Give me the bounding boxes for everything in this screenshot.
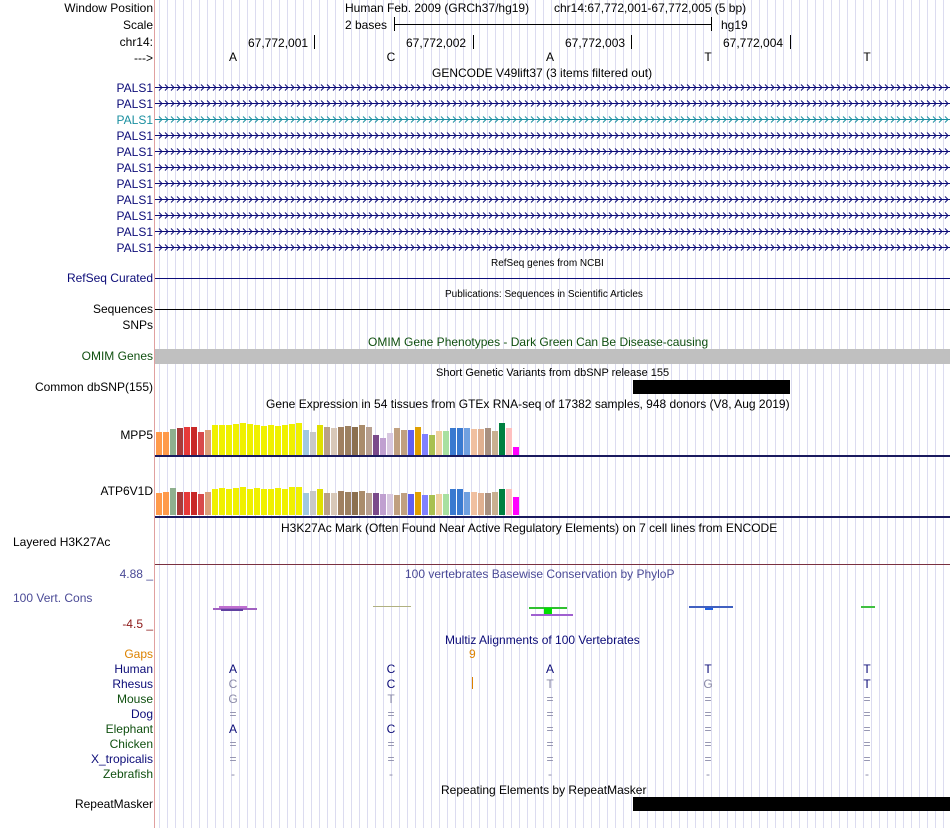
gtex-tissue-bar — [492, 431, 498, 455]
coordinate-tick-3: 67,772,003 — [565, 36, 626, 50]
gtex-tissue-bar — [198, 432, 204, 455]
gencode-track-title: GENCODE V49lift37 (3 items filtered out) — [432, 66, 653, 80]
aligned-base: - — [865, 767, 869, 781]
phylop-mark-9 — [705, 608, 713, 610]
phylop-max-label: 4.88 _ — [119, 567, 153, 581]
aligned-base: G — [228, 692, 238, 706]
gtex-tissue-bar — [296, 423, 302, 455]
gtex-tissue-bar — [352, 492, 358, 515]
gtex-tissue-bar — [499, 423, 505, 455]
gtex-tissue-bar — [317, 425, 323, 455]
gtex-tissue-bar — [268, 425, 274, 455]
gtex-tissue-bar — [352, 427, 358, 455]
snps-track-label[interactable]: SNPs — [122, 318, 153, 332]
gtex-tissue-bar — [464, 428, 470, 455]
gtex-tissue-bar — [380, 438, 386, 455]
aligned-base: C — [386, 677, 396, 691]
h3k27ac-track-label[interactable]: Layered H3K27Ac — [13, 535, 111, 549]
gtex-tissue-bar — [387, 494, 393, 515]
gtex-tissue-bar — [499, 489, 505, 515]
gtex-tissue-bar — [415, 427, 421, 455]
aligned-base: = — [229, 752, 237, 766]
track-image[interactable] — [155, 0, 950, 828]
gtex-tissue-bar — [310, 491, 316, 515]
gtex-tissue-bar — [296, 487, 302, 515]
gencode-transcript-label[interactable]: PALS1 — [116, 97, 153, 111]
gtex-tissue-bar — [478, 493, 484, 515]
scale-bar — [393, 16, 715, 32]
pubs-line[interactable] — [155, 309, 950, 310]
gencode-transcript-label[interactable]: PALS1 — [116, 145, 153, 159]
gtex-tissue-bar — [359, 491, 365, 515]
gtex-tissue-bar — [261, 426, 267, 455]
gtex-tissue-bar — [212, 425, 218, 455]
aligned-base: - — [389, 767, 393, 781]
gtex-tissue-bar — [156, 432, 162, 455]
gtex-tissue-bar — [310, 432, 316, 455]
gtex-tissue-bar — [289, 487, 295, 515]
aligned-base: = — [863, 722, 871, 736]
chrom-label: chr14: — [119, 35, 153, 49]
gtex-tissue-bar — [422, 495, 428, 515]
gtex-tissue-bar — [317, 489, 323, 515]
reference-base: A — [228, 50, 237, 64]
phylop-mark-3 — [221, 609, 243, 611]
aligned-base: = — [863, 707, 871, 721]
aligned-base: A — [228, 722, 237, 736]
gtex-tissue-bar — [282, 489, 288, 515]
multiz-track-title: Multiz Alignments of 100 Vertebrates — [445, 633, 640, 647]
coordinate-tick-1: 67,772,001 — [248, 36, 309, 50]
pubs-track-title: Publications: Sequences in Scientific Articles — [445, 289, 643, 300]
reference-base: A — [545, 50, 554, 64]
gtex-tissue-bar — [485, 493, 491, 515]
gtex-tissue-bar — [457, 428, 463, 455]
gtex-tissue-bar — [450, 489, 456, 515]
refseq-line[interactable] — [155, 278, 950, 279]
gtex-tissue-bar — [177, 428, 183, 455]
db-label: hg19 — [721, 18, 748, 32]
phylop-track-title: 100 vertebrates Basewise Conservation by PhyloP — [405, 567, 675, 581]
gap-marker — [472, 677, 473, 689]
gap-count: 9 — [469, 647, 476, 661]
phylop-mark-7 — [531, 614, 573, 616]
gtex-tissue-bar — [205, 430, 211, 455]
phylop-track-label[interactable]: 100 Vert. Cons — [13, 591, 93, 605]
gtex-chart-atp6v1d[interactable] — [155, 459, 950, 519]
gtex-gene-label-mpp5[interactable]: MPP5 — [120, 428, 153, 442]
gtex-tissue-bar — [191, 427, 197, 455]
gtex-tissue-bar — [247, 489, 253, 515]
refseq-track-title: RefSeq genes from NCBI — [491, 258, 604, 269]
aligned-base: T — [387, 692, 395, 706]
gtex-tissue-bar — [373, 435, 379, 455]
gtex-tissue-bar — [261, 489, 267, 515]
phylop-min-label: -4.5 _ — [122, 617, 153, 631]
aligned-base: A — [228, 662, 237, 676]
gtex-tissue-bar — [457, 489, 463, 515]
gtex-tissue-bar — [506, 428, 512, 455]
aligned-base: = — [546, 737, 554, 751]
species-label: Rhesus — [112, 677, 153, 691]
gtex-tissue-bar — [219, 425, 225, 455]
aligned-base: = — [546, 692, 554, 706]
phylop-signal[interactable] — [155, 600, 950, 622]
gtex-tissue-bar — [240, 423, 246, 455]
reference-base: T — [863, 50, 871, 64]
gencode-transcript-label[interactable]: PALS1 — [116, 209, 153, 223]
aligned-base: = — [387, 737, 395, 751]
gtex-tissue-bar — [513, 497, 519, 515]
dbsnp-variant-block[interactable] — [633, 380, 790, 394]
gencode-transcript-label[interactable]: PALS1 — [116, 81, 153, 95]
gencode-transcript-label[interactable]: PALS1 — [116, 241, 153, 255]
gtex-tissue-bar — [338, 491, 344, 515]
window-position-label: Window Position — [64, 1, 153, 15]
aligned-base: = — [704, 752, 712, 766]
gtex-tissue-bar — [275, 426, 281, 455]
species-label: Dog — [130, 707, 153, 721]
gtex-tissue-bar — [331, 493, 337, 515]
gtex-tissue-bar — [198, 494, 204, 515]
gtex-tissue-bar — [366, 427, 372, 455]
pubs-track-label[interactable]: Sequences — [92, 302, 153, 316]
gtex-separator — [155, 455, 950, 457]
gtex-track-title: Gene Expression in 54 tissues from GTEx RNA-seq of 17382 samples, 948 donors (V8, Aug 2019) — [266, 397, 790, 411]
species-label: X_tropicalis — [90, 752, 153, 766]
reference-base: C — [386, 50, 396, 64]
aligned-base: C — [228, 677, 238, 691]
gtex-tissue-bar — [226, 425, 232, 455]
aligned-base: = — [863, 752, 871, 766]
gtex-tissue-bar — [401, 493, 407, 515]
gtex-tissue-bar — [380, 494, 386, 515]
gtex-tissue-bar — [408, 494, 414, 515]
gtex-tissue-bar — [506, 489, 512, 515]
gencode-transcript-label[interactable]: PALS1 — [116, 161, 153, 175]
gencode-transcript-label[interactable]: PALS1 — [116, 225, 153, 239]
gtex-tissue-bar — [163, 492, 169, 515]
gtex-tissue-bar — [331, 428, 337, 455]
gtex-tissue-bar — [219, 488, 225, 515]
gencode-transcript-label[interactable]: PALS1 — [116, 129, 153, 143]
gencode-transcript-label[interactable]: PALS1 — [116, 193, 153, 207]
phylop-mark-10 — [861, 606, 875, 608]
gtex-tissue-bar — [366, 493, 372, 515]
aligned-base: - — [548, 767, 552, 781]
repeatmasker-track-title: Repeating Elements by RepeatMasker — [441, 783, 647, 797]
gtex-tissue-bar — [191, 492, 197, 515]
gtex-tissue-bar — [254, 425, 260, 455]
aligned-base: - — [706, 767, 710, 781]
gtex-tissue-bar — [450, 428, 456, 455]
gtex-tissue-bar — [492, 492, 498, 515]
gtex-tissue-bar — [415, 492, 421, 515]
gtex-tissue-bar — [471, 429, 477, 455]
h3k27ac-baseline[interactable] — [155, 564, 950, 565]
aligned-base: = — [229, 737, 237, 751]
gtex-tissue-bar — [436, 431, 442, 455]
gtex-tissue-bar — [443, 494, 449, 515]
gtex-tissue-bar — [303, 430, 309, 455]
gtex-tissue-bar — [170, 488, 176, 515]
gtex-tissue-bar — [303, 493, 309, 515]
aligned-base: T — [863, 662, 871, 676]
dbsnp-track-title: Short Genetic Variants from dbSNP release 155 — [436, 367, 670, 379]
gtex-tissue-bar — [485, 428, 491, 455]
gtex-tissue-bar — [282, 425, 288, 455]
gaps-label: Gaps — [124, 647, 153, 661]
position-readout: chr14:67,772,001-67,772,005 (5 bp) — [554, 1, 747, 15]
coordinate-tick-marks — [155, 34, 950, 50]
gtex-tissue-bar — [394, 428, 400, 455]
gtex-tissue-bar — [429, 495, 435, 515]
gtex-tissue-bar — [247, 424, 253, 455]
aligned-base: C — [386, 662, 396, 676]
gtex-tissue-bar — [443, 431, 449, 455]
species-label: Chicken — [109, 737, 153, 751]
aligned-base: C — [386, 722, 396, 736]
species-label: Mouse — [116, 692, 153, 706]
gtex-tissue-bar — [212, 489, 218, 515]
track-area-left-border — [154, 0, 155, 828]
phylop-mark-6 — [544, 608, 552, 615]
aligned-base: = — [863, 737, 871, 751]
species-label: Human — [114, 662, 153, 676]
aligned-base: = — [704, 737, 712, 751]
gtex-tissue-bar — [394, 495, 400, 515]
aligned-base: G — [703, 677, 713, 691]
aligned-base: = — [704, 722, 712, 736]
aligned-base: = — [387, 752, 395, 766]
scale-label: Scale — [122, 18, 153, 32]
aligned-base: - — [231, 767, 235, 781]
gtex-tissue-bar — [324, 427, 330, 455]
coordinate-tick-2: 67,772,002 — [406, 36, 467, 50]
reference-base: T — [704, 50, 712, 64]
omim-gene-block[interactable] — [155, 349, 950, 364]
gtex-tissue-bar — [163, 432, 169, 455]
gtex-chart-mpp5[interactable] — [155, 410, 950, 457]
gtex-tissue-bar — [401, 430, 407, 455]
aligned-base: = — [863, 692, 871, 706]
h3k27ac-track-title: H3K27Ac Mark (Often Found Near Active Regulatory Elements) on 7 cell lines from ENCODE — [281, 521, 778, 535]
aligned-base: = — [704, 707, 712, 721]
gtex-tissue-bar — [233, 424, 239, 455]
gtex-tissue-bar — [205, 492, 211, 515]
aligned-base: A — [545, 662, 554, 676]
aligned-base: = — [546, 707, 554, 721]
gtex-separator — [155, 516, 950, 518]
gtex-tissue-bar — [429, 435, 435, 455]
aligned-base: T — [704, 662, 712, 676]
aligned-base: = — [387, 707, 395, 721]
gtex-tissue-bar — [184, 492, 190, 515]
gtex-tissue-bar — [324, 493, 330, 515]
aligned-base: = — [546, 752, 554, 766]
assembly-label: Human Feb. 2009 (GRCh37/hg19) — [345, 1, 530, 15]
dbsnp-track-label[interactable]: Common dbSNP(155) — [34, 380, 153, 394]
gtex-gene-label-atp6v1d[interactable]: ATP6V1D — [100, 484, 153, 498]
strand-label: ---> — [134, 51, 153, 65]
species-label: Zebrafish — [102, 767, 153, 781]
gtex-tissue-bar — [170, 429, 176, 455]
gtex-tissue-bar — [177, 492, 183, 515]
phylop-mark-2 — [219, 606, 247, 608]
gtex-tissue-bar — [233, 488, 239, 515]
gencode-transcripts[interactable] — [155, 80, 950, 256]
gtex-tissue-bar — [471, 492, 477, 515]
gtex-tissue-bar — [156, 493, 162, 515]
coordinate-tick-4: 67,772,004 — [723, 36, 784, 50]
gtex-tissue-bar — [240, 487, 246, 515]
phylop-mark-8 — [689, 606, 733, 608]
gtex-tissue-bar — [184, 427, 190, 455]
gtex-tissue-bar — [408, 430, 414, 455]
refseq-track-label[interactable]: RefSeq Curated — [66, 271, 153, 285]
gtex-tissue-bar — [345, 492, 351, 515]
omim-track-title: OMIM Gene Phenotypes - Dark Green Can Be Disease-causing — [368, 335, 709, 349]
gtex-tissue-bar — [268, 489, 274, 515]
gtex-tissue-bar — [464, 492, 470, 515]
aligned-base: = — [704, 692, 712, 706]
aligned-base: T — [546, 677, 554, 691]
gtex-tissue-bar — [478, 429, 484, 455]
species-label: Elephant — [105, 722, 153, 736]
gtex-tissue-bar — [338, 427, 344, 455]
aligned-base: = — [229, 707, 237, 721]
gtex-tissue-bar — [373, 493, 379, 515]
gtex-tissue-bar — [275, 488, 281, 515]
gencode-transcript-label[interactable]: PALS1 — [116, 113, 153, 127]
gtex-tissue-bar — [513, 447, 519, 455]
gtex-tissue-bar — [359, 425, 365, 455]
gtex-tissue-bar — [254, 488, 260, 515]
scale-bar-text: 2 bases — [345, 18, 388, 32]
gencode-transcript-label[interactable]: PALS1 — [116, 177, 153, 191]
gtex-tissue-bar — [289, 424, 295, 455]
gtex-tissue-bar — [422, 434, 428, 455]
repeatmasker-element-block[interactable] — [633, 797, 950, 811]
repeatmasker-track-label[interactable]: RepeatMasker — [74, 797, 153, 811]
aligned-base: T — [863, 677, 871, 691]
phylop-mark-4 — [373, 606, 411, 607]
gtex-tissue-bar — [345, 426, 351, 455]
gtex-tissue-bar — [387, 433, 393, 455]
omim-track-label[interactable]: OMIM Genes — [81, 349, 153, 363]
gtex-tissue-bar — [226, 489, 232, 515]
gtex-tissue-bar — [436, 494, 442, 515]
aligned-base: = — [546, 722, 554, 736]
